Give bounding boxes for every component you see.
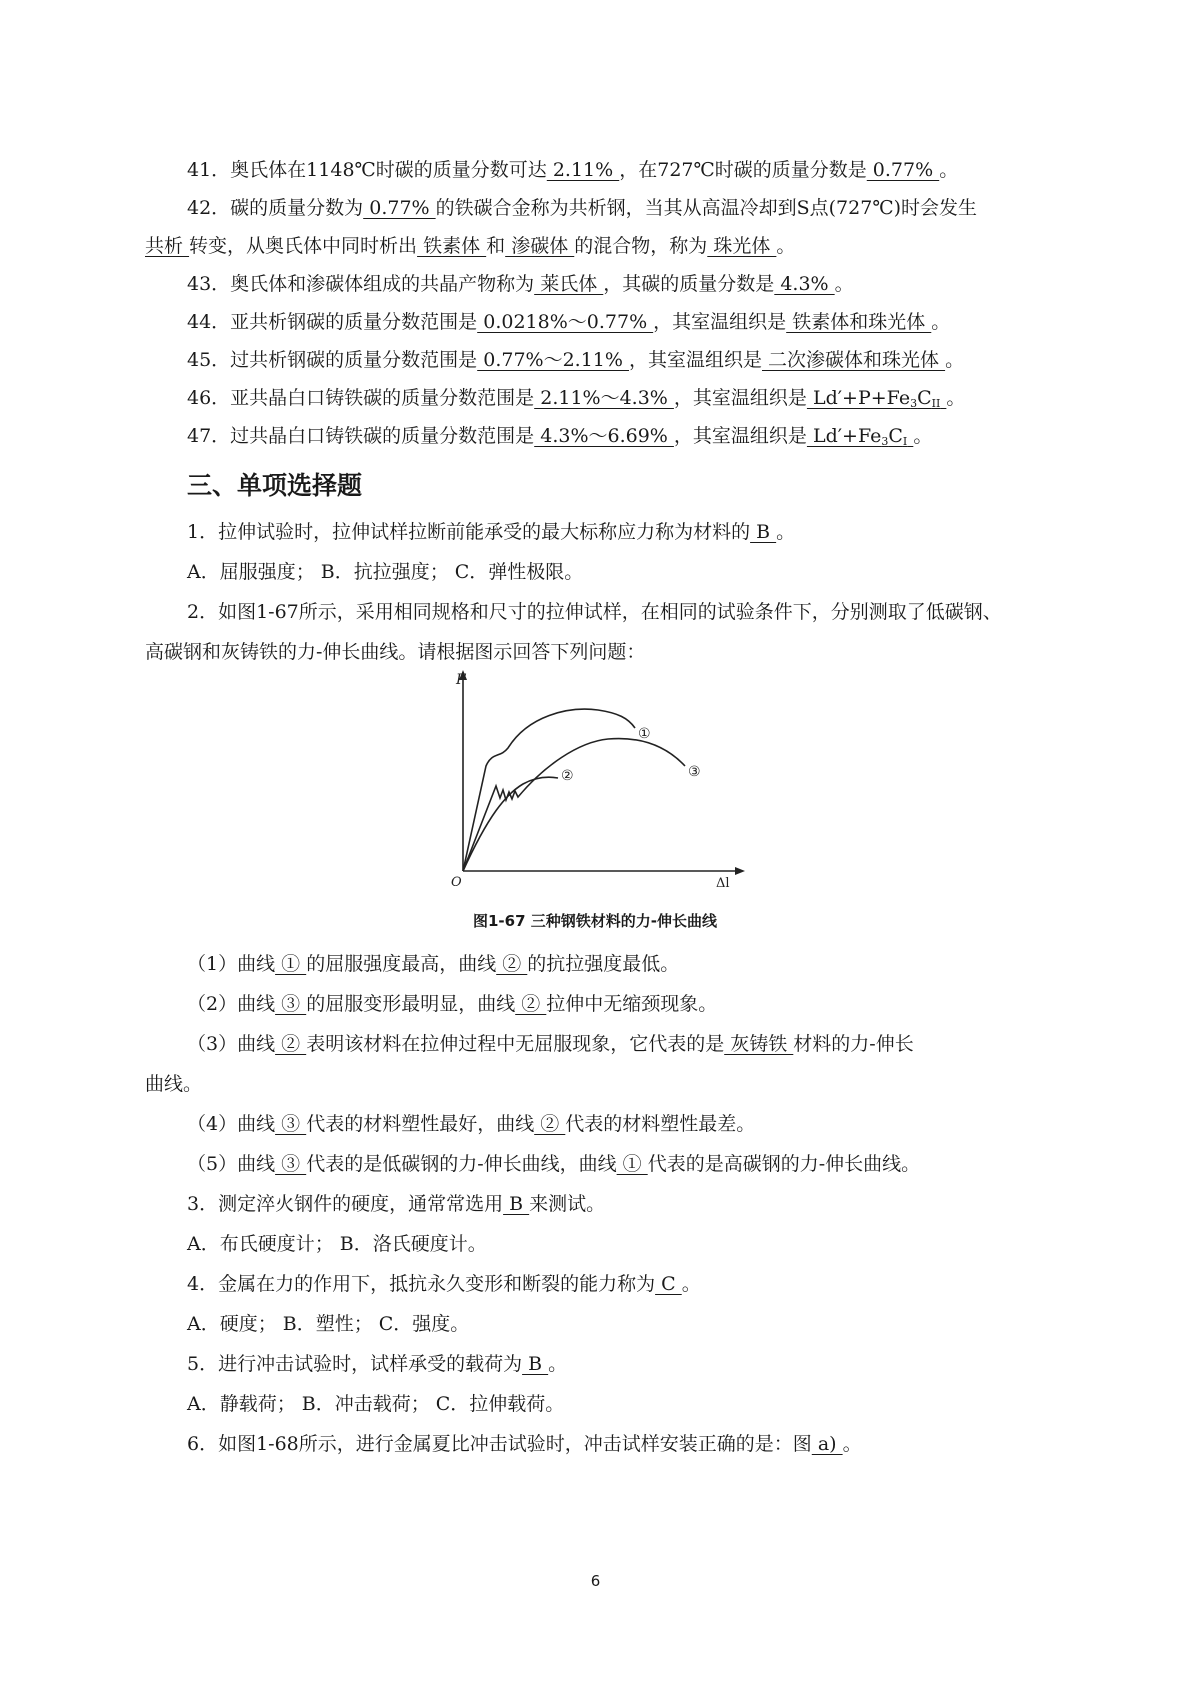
question-text: 。 — [776, 235, 796, 257]
sub-question-3 — [187, 1024, 1107, 1064]
origin-label: O — [451, 875, 462, 888]
question-text: 。 — [946, 387, 966, 409]
question-text: 。 — [681, 1273, 701, 1295]
question-text: 。 — [842, 1433, 862, 1455]
answer-blank: B — [503, 1193, 530, 1215]
curve-2 — [463, 777, 558, 871]
question-text: 6．如图1-68所示，进行金属夏比冲击试验时，冲击试样安装正确的是：图 — [187, 1433, 812, 1455]
answer-blank — [807, 387, 946, 409]
choice-question-4 — [187, 1264, 1107, 1304]
curve-label-1: ① — [638, 726, 651, 742]
question-45 — [187, 340, 1107, 380]
sub-question-1 — [187, 944, 1107, 984]
question-text: （1）曲线 — [187, 953, 276, 975]
x-axis-label: Δl — [716, 876, 730, 888]
question-text: 的屈服变形最明显，曲线 — [306, 993, 516, 1015]
sub-question-4 — [187, 1104, 1107, 1144]
formula-subscript: 3 — [881, 435, 889, 448]
answer-blank: 0.77% — [866, 159, 940, 181]
sub-question-2 — [187, 984, 1107, 1024]
answer-blank: ① — [275, 953, 307, 975]
answer-blank: 2.11%～4.3% — [534, 387, 674, 409]
question-text: 。 — [931, 311, 951, 333]
question-text: 4．金属在力的作用下，抵抗永久变形和断裂的能力称为 — [187, 1273, 656, 1295]
answer-blank: 0.77% — [363, 197, 436, 219]
answer-blank: 2.11% — [546, 159, 620, 181]
question-text: 47．过共晶白口铸铁碳的质量分数范围是 — [187, 425, 535, 447]
question-text: ，其室温组织是 — [673, 425, 807, 447]
x-axis-arrow — [735, 867, 745, 875]
question-text: 44．亚共析钢碳的质量分数范围是 — [187, 311, 478, 333]
question-text: 来测试。 — [529, 1193, 606, 1215]
question-text: （5）曲线 — [187, 1153, 276, 1175]
answer-blank: ② — [275, 1033, 307, 1055]
formula-subscript: 3 — [910, 397, 918, 410]
force-elongation-figure — [448, 666, 748, 888]
question-text: （3）曲线 — [187, 1033, 276, 1055]
answer-blank: ② — [534, 1113, 566, 1135]
answer-blank: 0.77%～2.11% — [477, 349, 629, 371]
question-text: 。 — [776, 521, 796, 543]
formula-part: Ld′+P+Fe — [806, 387, 911, 409]
question-text: 的铁碳合金称为共析钢，当其从高温冷却到S点(727℃)时会发生 — [435, 197, 977, 219]
answer-blank: 4.3%～6.69% — [534, 425, 674, 447]
answer-blank: 莱氏体 — [534, 273, 604, 295]
answer-blank: 渗碳体 — [505, 235, 575, 257]
choice-options-3: A．布氏硬度计； B．洛氏硬度计。 — [187, 1233, 487, 1255]
choice-options-5: A．静载荷； B．冲击载荷； C．拉伸载荷。 — [187, 1393, 565, 1415]
question-text: ，其室温组织是 — [653, 311, 787, 333]
answer-blank: 共析 — [145, 235, 190, 257]
curve-1 — [463, 709, 635, 871]
formula-subscript: II — [931, 397, 941, 410]
question-text: ，在727℃时碳的质量分数是 — [619, 159, 867, 181]
curve-3 — [463, 739, 685, 871]
question-42-line2 — [145, 226, 1065, 266]
choice-question-3 — [187, 1184, 1107, 1224]
section-heading: 三、单项选择题 — [187, 471, 363, 500]
sub-question-3-line2: 曲线。 — [145, 1073, 203, 1095]
answer-blank: 0.0218%～0.77% — [477, 311, 654, 333]
answer-blank: 4.3% — [774, 273, 835, 295]
answer-blank — [807, 425, 913, 447]
question-text: ，其室温组织是 — [628, 349, 762, 371]
choice-options-4: A．硬度； B．塑性； C．强度。 — [187, 1313, 470, 1335]
sub-question-5 — [187, 1144, 1107, 1184]
question-text: 表明该材料在拉伸过程中无屈服现象，它代表的是 — [306, 1033, 725, 1055]
question-text: 。 — [939, 159, 959, 181]
question-text: 的混合物，称为 — [574, 235, 708, 257]
formula-subscript: I — [902, 435, 908, 448]
question-text: 1．拉伸试验时，拉伸试样拉断前能承受的最大标称应力称为材料的 — [187, 521, 751, 543]
question-text: 的抗拉强度最低。 — [527, 953, 680, 975]
choice-question-2-line2: 高碳钢和灰铸铁的力-伸长曲线。请根据图示回答下列问题： — [145, 641, 646, 663]
question-text: 3．测定淬火钢件的硬度，通常常选用 — [187, 1193, 504, 1215]
page-number: 6 — [590, 1572, 601, 1590]
question-text: 代表的材料塑性最差。 — [565, 1113, 756, 1135]
y-axis-label: F — [456, 672, 466, 688]
answer-blank: 二次渗碳体和珠光体 — [762, 349, 946, 371]
question-text: 。 — [548, 1353, 568, 1375]
question-text: 。 — [913, 425, 933, 447]
question-text: 46．亚共晶白口铸铁碳的质量分数范围是 — [187, 387, 535, 409]
question-42-line1 — [187, 188, 1107, 228]
question-text: 42．碳的质量分数为 — [187, 197, 364, 219]
choice-question-1 — [187, 512, 1107, 552]
answer-blank: ② — [515, 993, 547, 1015]
answer-blank: B — [522, 1353, 549, 1375]
choice-question-6 — [187, 1424, 1107, 1464]
question-47 — [187, 416, 1107, 462]
answer-blank: ③ — [275, 1113, 307, 1135]
question-text: 代表的是低碳钢的力-伸长曲线，曲线 — [306, 1153, 617, 1175]
question-text: 45．过共析钢碳的质量分数范围是 — [187, 349, 478, 371]
question-text: 。 — [945, 349, 965, 371]
question-text: （2）曲线 — [187, 993, 276, 1015]
question-text: 的屈服强度最高，曲线 — [306, 953, 497, 975]
answer-blank: a) — [811, 1433, 843, 1455]
question-text: 材料的力-伸长 — [793, 1033, 914, 1055]
answer-blank: 灰铸铁 — [724, 1033, 794, 1055]
curve-label-3: ③ — [688, 764, 701, 780]
question-text: 和 — [486, 235, 506, 257]
answer-blank: ③ — [275, 993, 307, 1015]
question-text: 代表的是高碳钢的力-伸长曲线。 — [647, 1153, 921, 1175]
formula-part: C — [917, 387, 932, 409]
question-text: 43．奥氏体和渗碳体组成的共晶产物称为 — [187, 273, 535, 295]
question-text: 拉伸中无缩颈现象。 — [546, 993, 718, 1015]
answer-blank: ③ — [275, 1153, 307, 1175]
answer-blank: 珠光体 — [707, 235, 777, 257]
question-43 — [187, 264, 1107, 304]
question-41 — [187, 150, 1107, 190]
choice-question-2-line1: 2．如图1-67所示，采用相同规格和尺寸的拉伸试样，在相同的试验条件下，分别测取了低碳钢、 — [187, 601, 1002, 623]
answer-blank: C — [655, 1273, 682, 1295]
answer-blank: 铁素体和珠光体 — [786, 311, 932, 333]
question-text: 转变，从奥氏体中同时析出 — [189, 235, 418, 257]
question-text: 。 — [834, 273, 854, 295]
answer-blank: 铁素体 — [417, 235, 487, 257]
choice-options-1: A．屈服强度； B．抗拉强度； C．弹性极限。 — [187, 561, 584, 583]
formula-part: Ld′+Fe — [806, 425, 882, 447]
curve-label-2: ② — [561, 768, 574, 784]
question-text: ，其碳的质量分数是 — [603, 273, 775, 295]
question-text: 5．进行冲击试验时，试样承受的载荷为 — [187, 1353, 523, 1375]
question-text: （4）曲线 — [187, 1113, 276, 1135]
question-text: 代表的材料塑性最好，曲线 — [306, 1113, 535, 1135]
answer-blank: ① — [616, 1153, 648, 1175]
figure-caption: 图1-67 三种钢铁材料的力-伸长曲线 — [473, 912, 717, 930]
question-44 — [187, 302, 1107, 342]
question-text: 41．奥氏体在1148℃时碳的质量分数可达 — [187, 159, 547, 181]
answer-blank: ② — [496, 953, 528, 975]
choice-question-5 — [187, 1344, 1107, 1384]
answer-blank: B — [750, 521, 777, 543]
formula-part: C — [888, 425, 903, 447]
question-text: ，其室温组织是 — [673, 387, 807, 409]
